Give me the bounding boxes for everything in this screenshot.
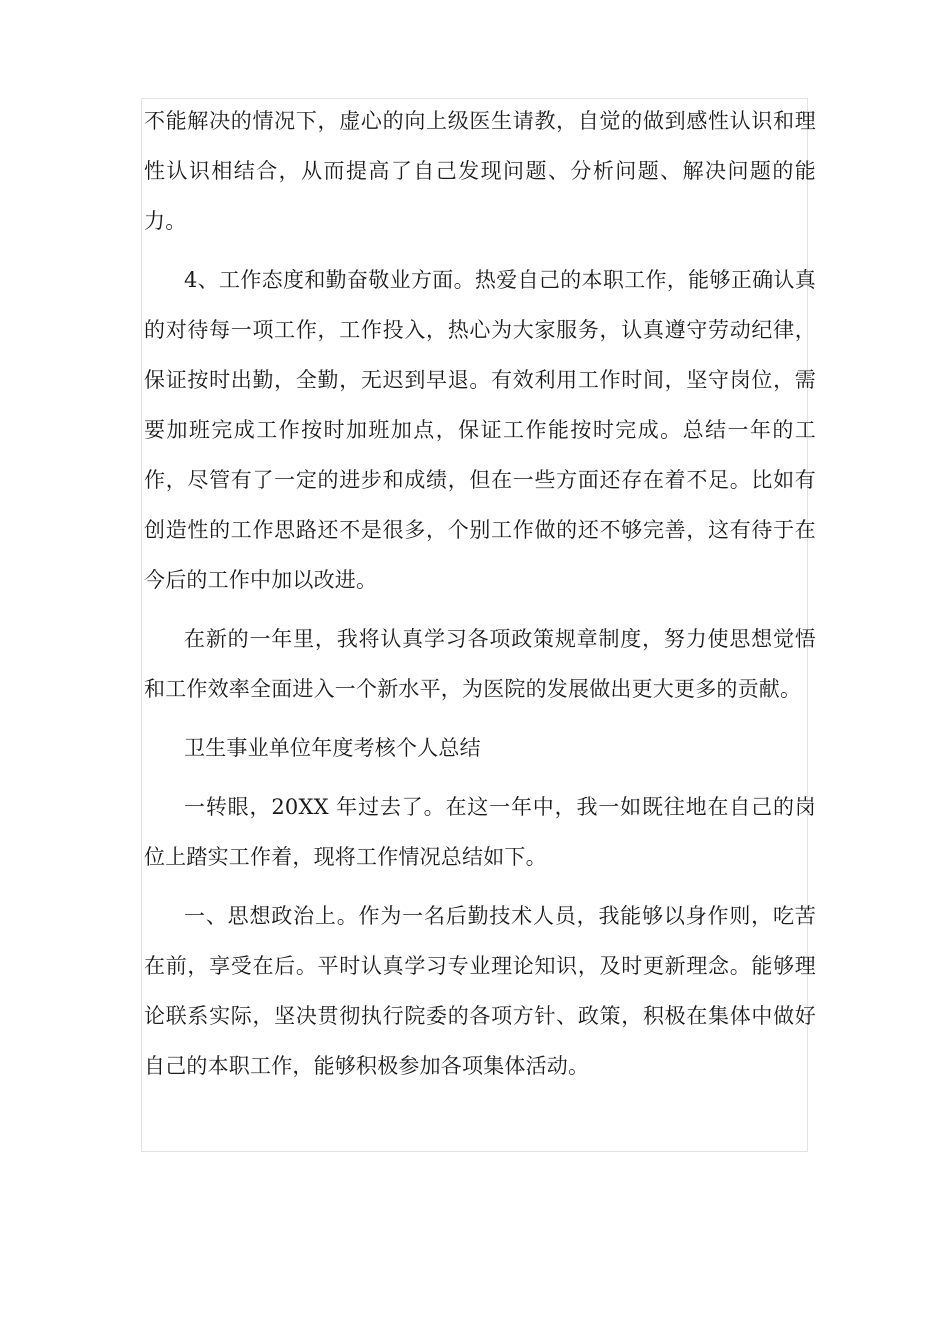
paragraph-6: 一、思想政治上。作为一名后勤技术人员，我能够以身作则，吃苦在前，享受在后。平时认真学习专业理论知识，及时更新理念。能够理论联系实际，坚决贯彻执行院委的各项方针、政策，积极在集体中做好自己的本职工作，能够积极参加各项集体活动。 — [144, 904, 816, 1078]
document-body — [144, 96, 816, 1100]
paragraph-3: 在新的一年里，我将认真学习各项政策规章制度，努力使思想觉悟和工作效率全面进入一个新水平，为医院的发展做出更大更多的贡献。 — [144, 627, 816, 701]
paragraph-5: 一转眼，20XX 年过去了。在这一年中，我一如既往地在自己的岗位上踏实工作着，现将工作情况总结如下。 — [144, 795, 816, 869]
paragraph-1: 不能解决的情况下，虚心的向上级医生请教，自觉的做到感性认识和理性认识相结合，从而提高了自己发现问题、分析问题、解决问题的能力。 — [144, 109, 816, 233]
section-heading: 卫生事业单位年度考核个人总结 — [184, 736, 481, 760]
paragraph-2: 4、工作态度和勤奋敬业方面。热爱自己的本职工作，能够正确认真的对待每一项工作，工作投入，热心为大家服务，认真遵守劳动纪律，保证按时出勤，全勤，无迟到早退。有效利用工作时间，坚守岗位，需要加班完成工作按时加班加点，保证工作能按时完成。总结一年的工作，尽管有了一定的进步和成绩，但在一些方面还存在着不足。比如有创造性的工作思路还不是很多，个别工作做的还不够完善，这有待于在今后的工作中加以改进。 — [144, 268, 816, 592]
